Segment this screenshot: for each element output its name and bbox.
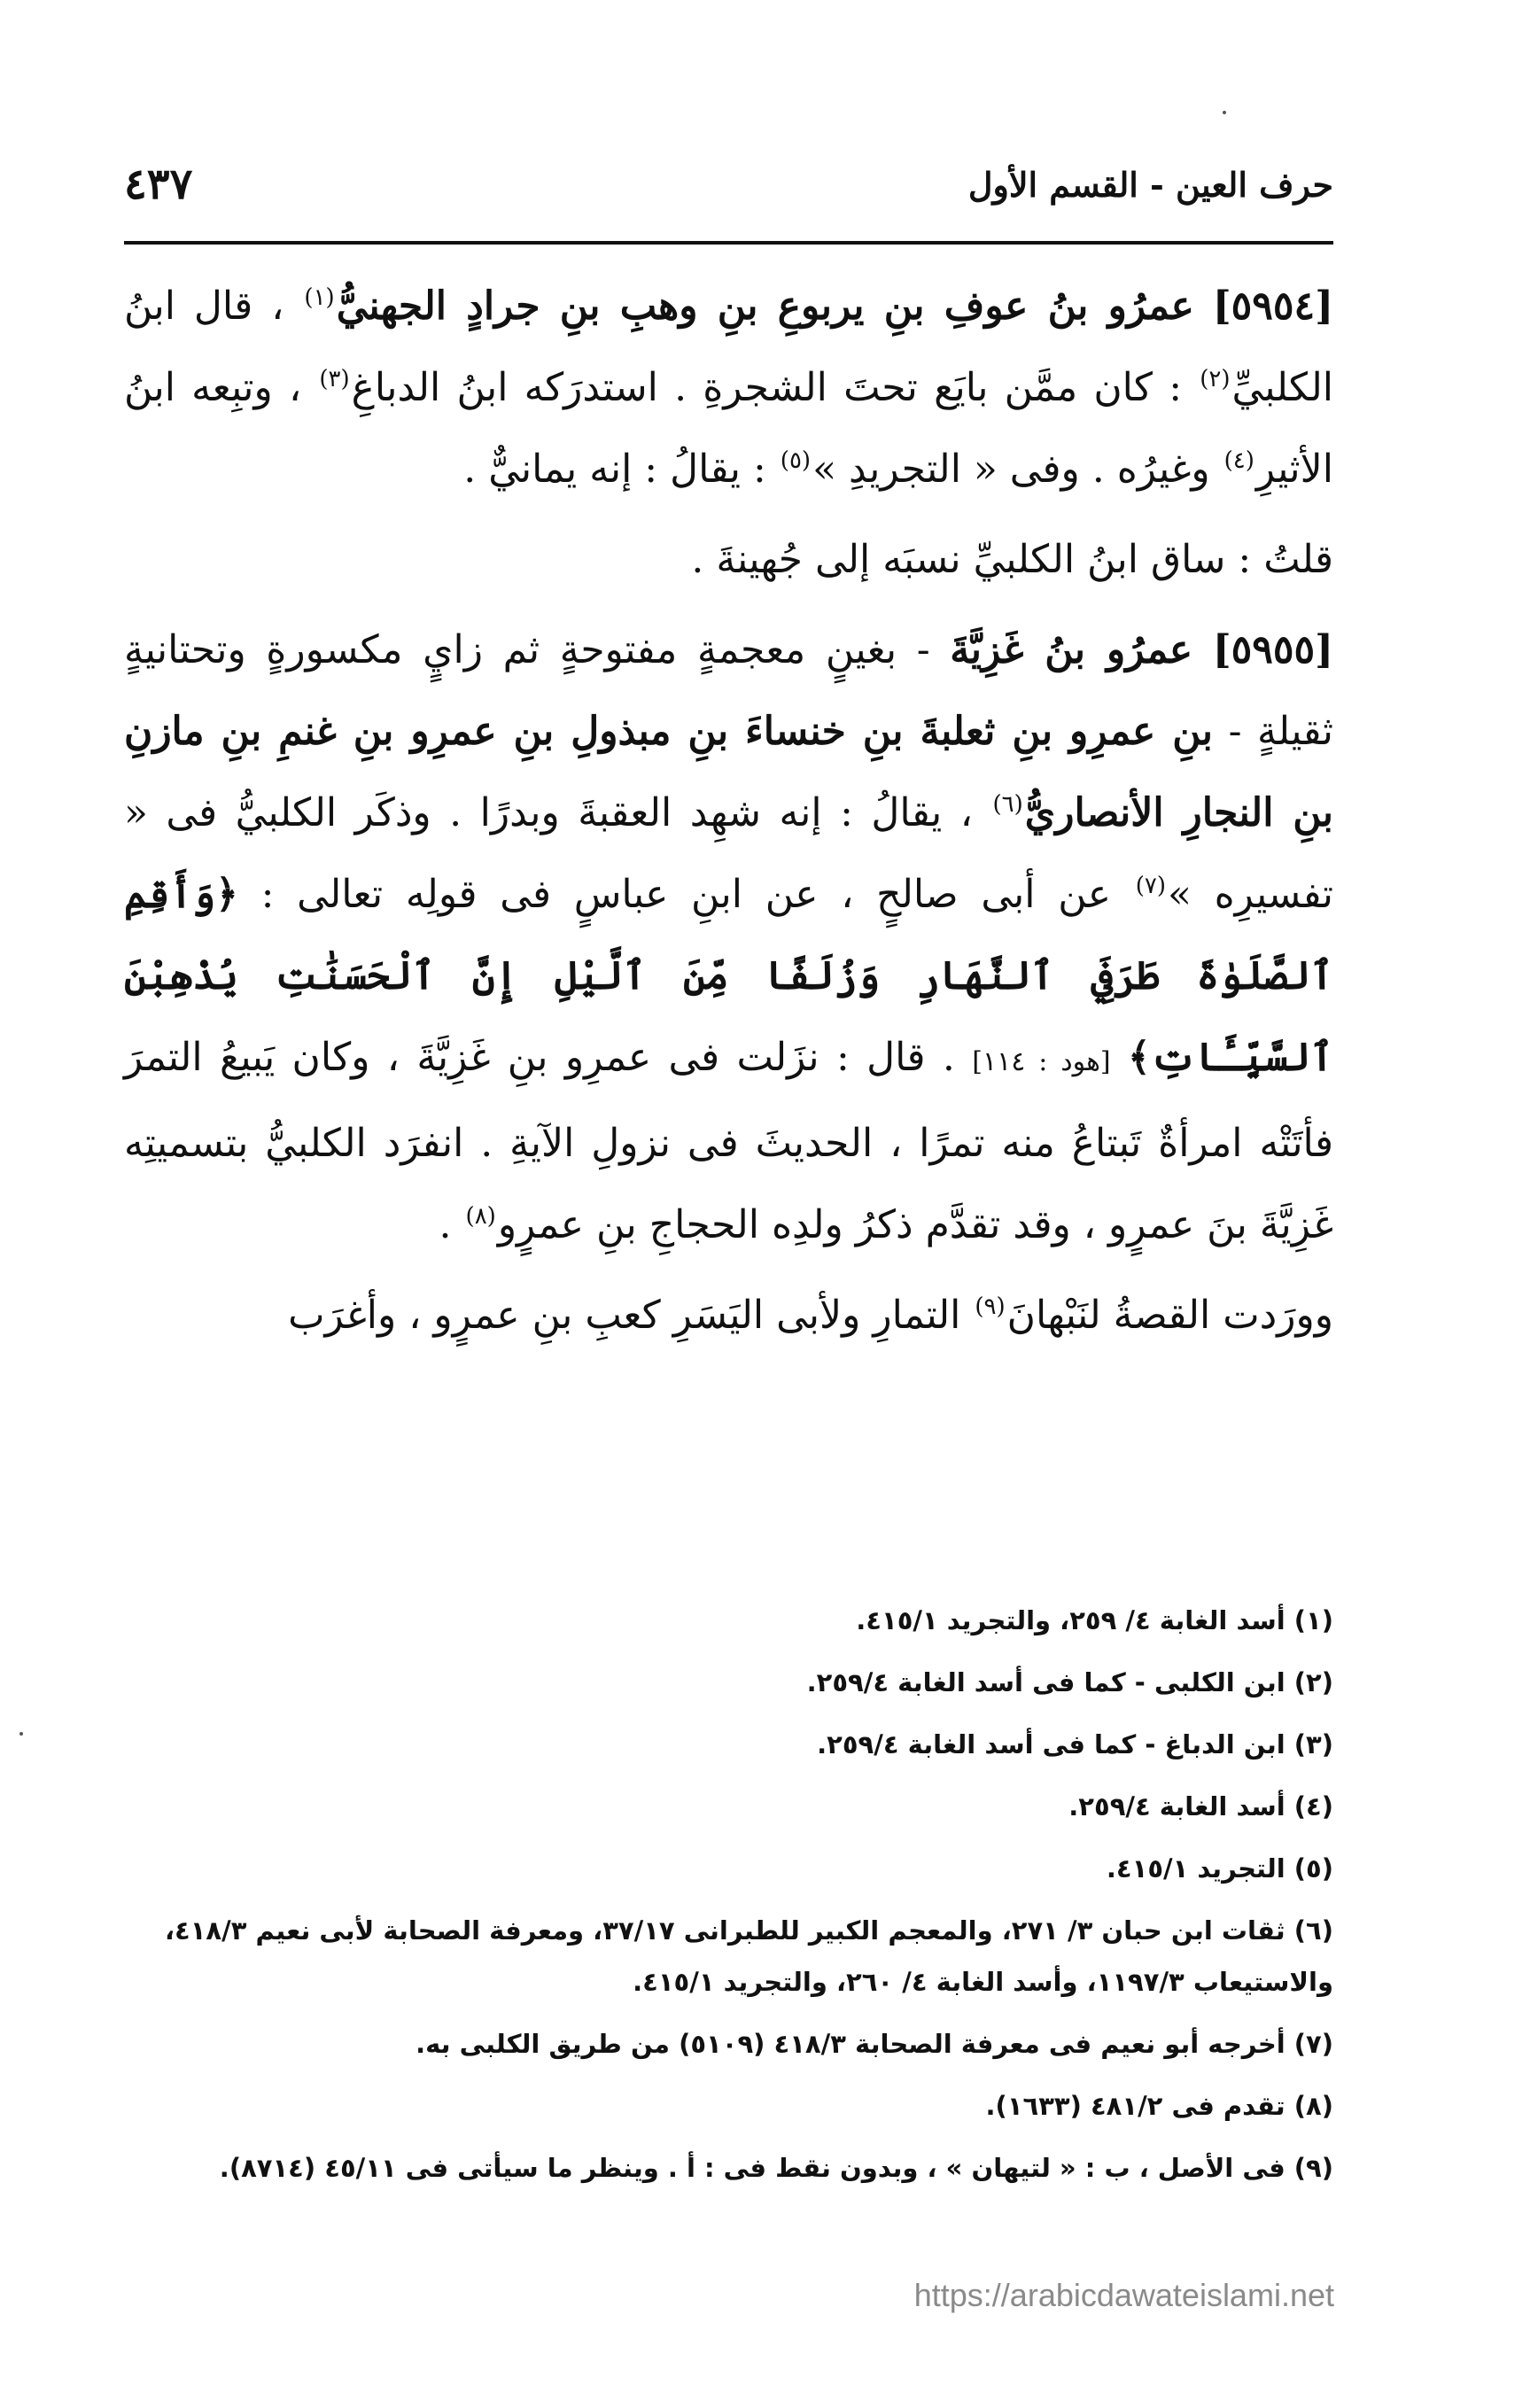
header-rule — [124, 241, 1333, 245]
footnote-ref: (٨) — [465, 1203, 496, 1231]
entry-number: [٥٩٥٤] — [1212, 284, 1334, 329]
entry-text: ، وتبِعه ابنُ الأثيرِ — [124, 365, 1333, 492]
paragraph-text: التمارِ ولأبى اليَسَرِ كعبِ بنِ عمرٍو ، وأغرَب — [288, 1293, 961, 1338]
footnote-ref: (٥) — [780, 447, 812, 475]
main-text — [124, 266, 1333, 1365]
entry-text: : يقالُ : إنه يمانيٌّ . — [463, 447, 766, 492]
footnote-ref: (٣) — [319, 366, 350, 393]
footnote-ref: (٦) — [992, 791, 1023, 819]
paragraph-text: قلتُ : ساق ابنُ الكلبيِّ نسبَه إلى جُهينةَ . — [691, 537, 1333, 582]
footnote-item: (٤) أسد الغابة ٢٥٩/٤. — [1068, 1791, 1333, 1822]
entry-text: . — [439, 1202, 452, 1247]
entry-text: عن أبى صالحٍ ، عن ابنِ عباسٍ فى قولِه تعالى : — [260, 872, 1111, 917]
watermark-url: https://arabicdawateislami.net — [913, 2277, 1334, 2313]
footnote-item: (٢) ابن الكلبى - كما فى أسد الغابة ٢٥٩/٤. — [806, 1667, 1333, 1697]
footnote-ref: (٧) — [1135, 873, 1166, 900]
entry-name: عمرُو بنُ عوفِ بنِ يربوعِ بنِ وهبِ بنِ جرادٍ الجهنيُّ — [336, 284, 1194, 329]
entry-text: ، يقالُ : إنه شهِد العقبةَ وبدرًا . وذكَر الكلبيُّ فى « تفسيرِه » — [124, 790, 1333, 917]
entry-text: : كان ممَّن بايَع تحتَ الشجرةِ . استدرَكه ابنُ الدباغِ — [351, 365, 1183, 410]
footnote-item: (٩) فى الأصل ، ب : « لتيهان » ، وبدون نقط فى : أ . وينظر ما سيأتى فى ٤٥/١١ (٨٧١٤). — [219, 2153, 1333, 2183]
quran-reference: [هود : ١١٤] — [972, 1046, 1111, 1077]
entry-5955-continuation — [124, 1275, 1333, 1356]
entry-number: [٥٩٥٥] — [1212, 627, 1333, 672]
entry-5954 — [124, 266, 1333, 510]
footnote-item: (٥) التجريد ٤١٥/١. — [1106, 1853, 1333, 1884]
running-title: حرف العين - القسم الأول — [967, 165, 1333, 205]
quran-verse: ﴿وَأَقِمِ ٱلصَّلَوٰةَ طَرَفَيِ ٱلنَّهَارِ وَزُلَفًا مِّنَ ٱلَّيْلِ إِنَّ ٱلْحَسَنَٰتِ يُذْهِبْنَ ٱلسَّيِّـَٔاتِ﴾ — [124, 872, 1333, 1080]
footnote-ref: (٤) — [1223, 447, 1254, 475]
scan-speck — [1223, 111, 1226, 114]
footnote-ref: (٩) — [975, 1293, 1006, 1321]
footnote-item: (٨) تقدم فى ٤٨١/٢ (١٦٣٣). — [985, 2091, 1333, 2121]
page-number: ٤٣٧ — [124, 159, 193, 209]
footnotes — [124, 1595, 1333, 2204]
page-header — [124, 159, 1333, 230]
entry-text: - بغينٍ معجمةٍ مفتوحةٍ ثم زايٍ مكسورةٍ وتحتانيةٍ ثقيلةٍ - — [124, 627, 1333, 754]
paragraph-text: وورَدت القصةُ لنَبْهانَ — [1006, 1293, 1333, 1338]
entry-lineage: بنِ عمرِو بنِ ثعلبةَ بنِ خنساءَ بنِ مبذولِ بنِ عمرِو بنِ غنمِ بنِ مازنِ بنِ النجارِ الأنصاريُّ — [124, 709, 1333, 835]
footnote-ref: (٢) — [1200, 366, 1231, 393]
footnote-item: (٦) ثقات ابن حبان ٣/ ٢٧١، والمعجم الكبير للطبرانى ٣٧/١٧، ومعرفة الصحابة لأبى نعيم ٤١٨/٣، والاستيعاب ١١٩٧/٣، وأسد الغابة ٤/ ٢٦٠، والتجريد ٤١٥/١. — [164, 1915, 1333, 1997]
entry-5955 — [124, 610, 1333, 1266]
entry-text: ، قال ابنُ الكلبيِّ — [124, 284, 1333, 410]
footnote-item: (٧) أخرجه أبو نعيم فى معرفة الصحابة ٤١٨/٣ (٥١٠٩) من طريق الكلبى به. — [416, 2029, 1333, 2059]
footnote-item: (١) أسد الغابة ٤/ ٢٥٩، والتجريد ٤١٥/١. — [856, 1605, 1333, 1635]
entry-name: عمرُو بنُ غَزِيَّةَ — [950, 627, 1193, 672]
footnote-ref: (١) — [304, 284, 335, 312]
entry-text: وغيرُه . وفى « التجريدِ » — [812, 447, 1210, 492]
entry-5954-note — [124, 519, 1333, 601]
scan-speck — [19, 1732, 23, 1736]
entry-text: . قال : نزَلت فى عمرِو بنِ غَزِيَّةَ ، وكان يَبيعُ التمرَ فأتَتْه امرأةٌ تَبتاعُ منه تمرًا ، الحديثَ فى نزولِ الآيةِ . انفرَد الكلبيُّ بتسميتِه غَزِيَّةَ بنَ عمرٍو ، وقد تقدَّم ذكرُ ولدِه الحجاجِ بنِ عمرٍو — [124, 1035, 1333, 1247]
footnote-item: (٣) ابن الدباغ - كما فى أسد الغابة ٢٥٩/٤. — [817, 1729, 1333, 1759]
